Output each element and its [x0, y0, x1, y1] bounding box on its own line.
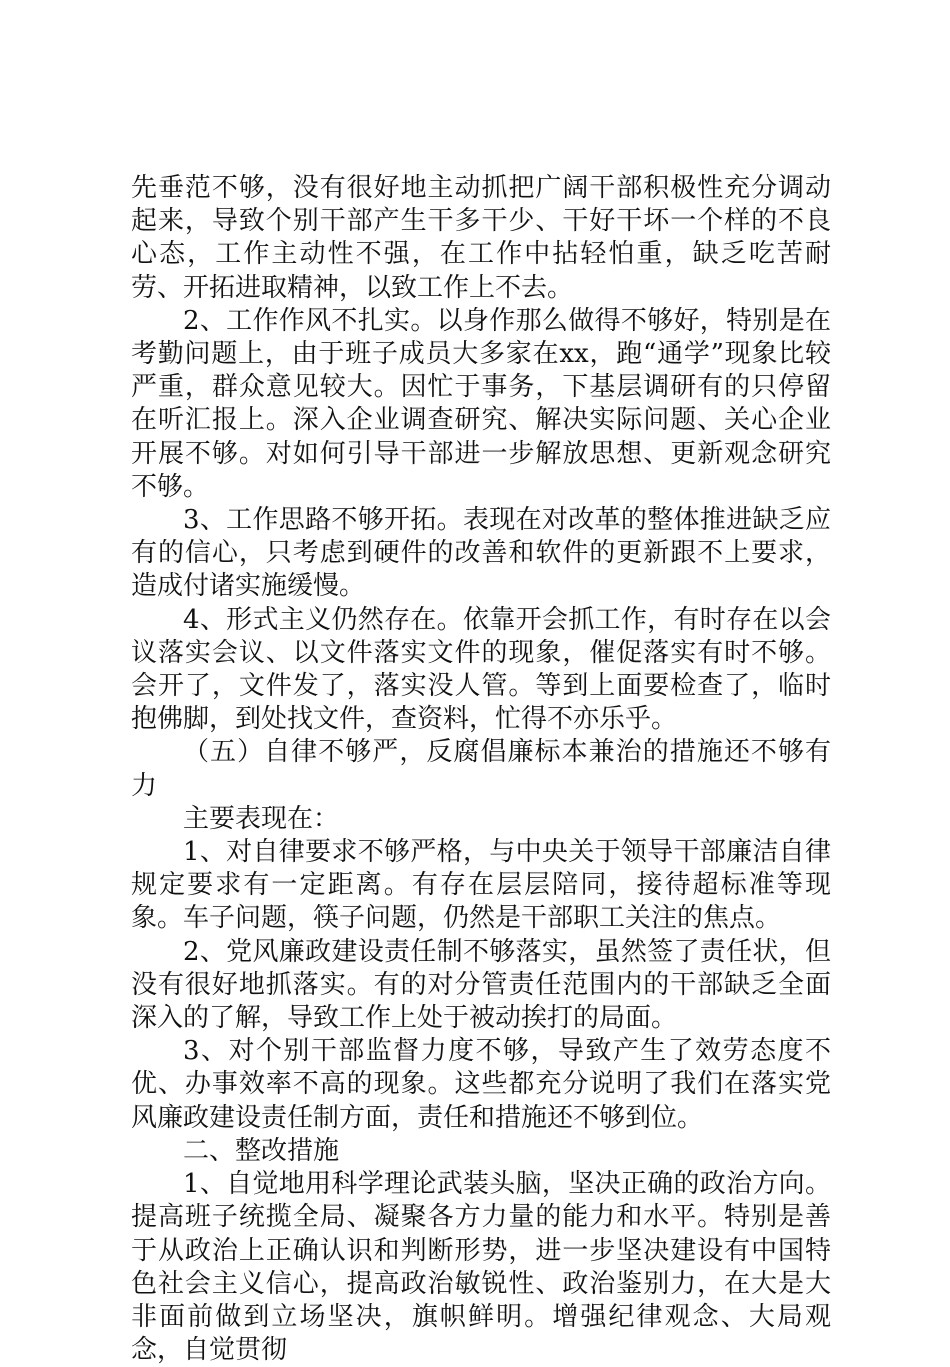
paragraph-continuation: 先垂范不够，没有很好地主动抓把广阔干部积极性充分调动起来，导致个别干部产生干多干少、干好干坏一个样的不良心态，工作主动性不强，在工作中拈轻怕重，缺乏吃苦耐劳、开拓进取精神，以致工作上不去。	[131, 173, 831, 303]
section-heading-rectification: 二、整改措施	[183, 1135, 340, 1166]
paragraph-item-3-work-ideas: 3、工作思路不够开拓。表现在对改革的整体推进缺乏应有的信心，只考虑到硬件的改善和软件的更新跟不上要求，造成付诸实施缓慢。	[131, 505, 831, 602]
paragraph-item-3-supervision: 3、对个别干部监督力度不够，导致产生了效劳态度不优、办事效率不高的现象。这些都充分说明了我们在落实党风廉政建设责任制方面，责任和措施还不够到位。	[131, 1036, 831, 1133]
paragraph-measure-1: 1、自觉地用科学理论武装头脑，坚决正确的政治方向。提高班子统揽全局、凝聚各方力量的能力和水平。特别是善于从政治上正确认识和判断形势，进一步坚决建设有中国特色社会主义信心，提高政治敏锐性、政治鉴别力，在大是大非面前做到立场坚决，旗帜鲜明。增强纪律观念、大局观念，自觉贯彻	[131, 1169, 831, 1366]
paragraph-item-1-self-discipline: 1、对自律要求不够严格，与中央关于领导干部廉洁自律规定要求有一定距离。有存在层层陪同，接待超标准等现象。车子问题，筷子问题，仍然是干部职工关注的焦点。	[131, 837, 831, 934]
paragraph-item-2-responsibility: 2、党风廉政建设责任制不够落实，虽然签了责任状，但没有很好地抓落实。有的对分管责任范围内的干部缺乏全面深入的了解，导致工作上处于被动挨打的局面。	[131, 936, 831, 1034]
paragraph-main-manifestations: 主要表现在：	[183, 803, 340, 834]
paragraph-item-4-formalism: 4、形式主义仍然存在。依靠开会抓工作，有时存在以会议落实会议、以文件落实文件的现象，催促落实有时不够。会开了，文件发了，落实没人管。等到上面要检查了，临时抱佛脚，到处找文件，查资料，忙得不亦乐乎。	[131, 604, 831, 735]
paragraph-item-2-work-style: 2、工作作风不扎实。以身作那么做得不够好，特别是在考勤问题上，由于班子成员大多家在xx，跑“通学”现象比较严重，群众意见较大。因忙于事务，下基层调研有的只停留在听汇报上。深入企业调查研究、解决实际问题、关心企业开展不够。对如何引导干部进一步解放思想、更新观念研究不够。	[131, 305, 831, 502]
section-heading-5: （五）自律不够严，反腐倡廉标本兼治的措施还不够有力	[131, 737, 831, 801]
document-body	[131, 172, 831, 1367]
